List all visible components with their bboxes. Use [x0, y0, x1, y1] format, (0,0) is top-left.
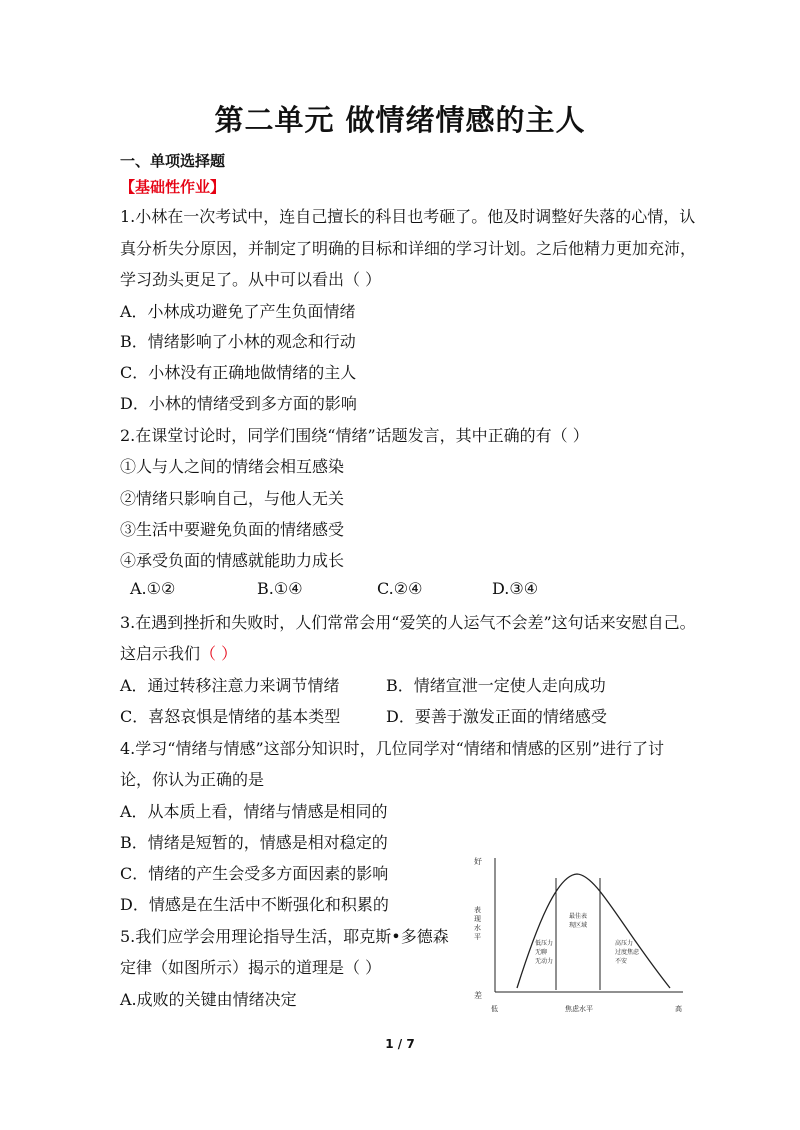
- q2-option-c: C.②④: [377, 579, 423, 598]
- q3-stem-line: [120, 641, 237, 664]
- q3-answer-paren: （ ）: [200, 644, 238, 663]
- q4-option-a: A．从本质上看，情绪与情感是相同的: [120, 802, 388, 821]
- y-top-label: 好: [474, 857, 482, 866]
- q1-stem-line: 真分析失分原因，并制定了明确的目标和详细的学习计划。之后他精力更加充沛，: [120, 239, 697, 258]
- q3-stem-text: 这启示我们: [120, 644, 201, 663]
- q3-option-d: D．要善于激发正面的情绪感受: [386, 707, 607, 726]
- page-number: 1 / 7: [385, 1037, 415, 1051]
- q2-stem: 2.在课堂讨论时，同学们围绕“情绪”话题发言，其中正确的有（ ）: [120, 426, 589, 445]
- yerkes-dodson-figure: [465, 850, 695, 1020]
- zone-left-label: 无聊: [535, 949, 548, 956]
- q2-item-4: ④承受负面的情感就能助力成长: [120, 551, 345, 570]
- zone-right-label: 不安: [615, 958, 628, 965]
- q5-stem-line: 定律（如图所示）揭示的道理是（ ）: [120, 958, 382, 977]
- q4-option-b: B．情绪是短暂的，情感是相对稳定的: [120, 833, 388, 852]
- y-axis-label-char: 表: [474, 906, 481, 914]
- q3-option-a: A．通过转移注意力来调节情绪: [120, 676, 340, 695]
- x-low-label: 低: [491, 1005, 498, 1013]
- q1-option-b: B．情绪影响了小林的观念和行动: [120, 332, 356, 351]
- q2-item-1: ①人与人之间的情绪会相互感染: [120, 457, 345, 476]
- q5-stem-line: 5.我们应学会用理论指导生活，耶克斯•多德森: [120, 927, 449, 946]
- zone-mid-label: 最佳表: [569, 913, 588, 920]
- performance-curve: [517, 874, 670, 988]
- q4-stem-line: 论，你认为正确的是: [120, 770, 265, 789]
- q3-option-b: B．情绪宣泄一定使人走向成功: [386, 676, 606, 695]
- y-axis-label-char: 现: [474, 915, 481, 923]
- homework-tag: 【基础性作业】: [120, 178, 226, 196]
- y-bottom-label: 差: [474, 991, 482, 1000]
- q3-option-c: C．喜怒哀惧是情绪的基本类型: [120, 707, 341, 726]
- zone-right-label: 高压力: [615, 940, 634, 947]
- section-heading: 一、单项选择题: [120, 152, 226, 170]
- zone-left-label: 无动力: [535, 958, 554, 965]
- q2-option-d: D.③④: [492, 579, 539, 598]
- q4-option-d: D．情感是在生活中不断强化和积累的: [120, 895, 389, 914]
- q2-option-a: A.①②: [130, 579, 176, 598]
- q3-stem-line: 3.在遇到挫折和失败时，人们常常会用“爱笑的人运气不会差”这句话来安慰自己。: [120, 613, 696, 632]
- q4-option-c: C．情绪的产生会受多方面因素的影响: [120, 864, 389, 883]
- q4-stem-line: 4.学习“情绪与情感”这部分知识时，几位同学对“情绪和情感的区别”进行了讨: [120, 739, 664, 758]
- y-axis-label-char: 水: [474, 924, 481, 932]
- zone-left-label: 低压力: [535, 940, 554, 947]
- x-high-label: 高: [675, 1005, 682, 1013]
- zone-mid-label: 现区域: [569, 922, 588, 929]
- page-title: 第二单元 做情绪情感的主人: [214, 103, 586, 137]
- q2-item-2: ②情绪只影响自己，与他人无关: [120, 489, 345, 508]
- q5-option-a: A.成败的关键由情绪决定: [120, 990, 297, 1009]
- x-axis-label: 焦虑水平: [565, 1005, 593, 1013]
- q1-stem-line: 1.小林在一次考试中，连自己擅长的科目也考砸了。他及时调整好失落的心情，认: [120, 207, 696, 226]
- q1-stem-line: 学习劲头更足了。从中可以看出（ ）: [120, 270, 382, 289]
- q2-item-3: ③生活中要避免负面的情绪感受: [120, 520, 345, 539]
- zone-right-label: 过度焦虑: [615, 949, 640, 956]
- q1-option-c: C．小林没有正确地做情绪的主人: [120, 363, 357, 382]
- y-axis-label-char: 平: [474, 933, 481, 941]
- q2-option-b: B.①④: [257, 579, 303, 598]
- q1-option-a: A．小林成功避免了产生负面情绪: [120, 302, 356, 321]
- q1-option-d: D．小林的情绪受到多方面的影响: [120, 394, 357, 413]
